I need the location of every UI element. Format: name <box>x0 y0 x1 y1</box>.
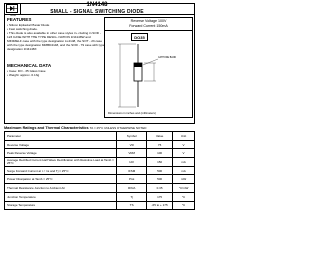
feature-item: • Fast switching diode. <box>7 27 105 31</box>
column-header: Symbol <box>117 132 147 141</box>
unit-cell: mW <box>173 175 195 184</box>
value-cell: 75 <box>147 140 173 149</box>
logo-text: JGD <box>10 13 16 17</box>
symbol-cell: Ptot <box>117 175 147 184</box>
mechanical-list <box>7 69 105 77</box>
table-row <box>5 192 195 201</box>
unit-cell: mA <box>173 158 195 167</box>
value-cell: 150 <box>147 158 173 167</box>
column-header: Value <box>147 132 173 141</box>
table-row <box>5 149 195 158</box>
reverse-voltage-spec: Reverse Voltage 100V <box>130 19 167 23</box>
features-heading: FEATURES <box>7 17 32 22</box>
symbol-cell: RθJA <box>117 184 147 193</box>
symbol-cell: VRM <box>117 149 147 158</box>
company-logo <box>6 4 18 13</box>
parameter-cell: Junction Temperature <box>5 192 117 201</box>
value-cell: -65 to + 175 <box>147 201 173 210</box>
mechanical-heading: MECHANICAL DATA <box>7 63 52 68</box>
part-number: 1N4148 <box>86 2 108 8</box>
parameter-cell: Peak Reverse Voltage <box>5 149 117 158</box>
cathode-band-label: CATHODE BAND <box>158 57 177 59</box>
unit-cell: °C <box>173 201 195 210</box>
symbol-cell: IFSM <box>117 166 147 175</box>
unit-cell: °C/mW <box>173 184 195 193</box>
ratings-title: Maximum Ratings and Thermal Characteristics <box>4 126 89 130</box>
column-header: Parameter <box>5 132 117 141</box>
header-divider <box>20 3 21 15</box>
table-row <box>5 175 195 184</box>
unit-cell: °C <box>173 192 195 201</box>
ratings-condition: TA = 25°C UNLESS OTHERWISE NOTED <box>89 126 147 130</box>
ratings-table <box>4 131 195 210</box>
column-header: Unit <box>173 132 195 141</box>
table-row <box>5 158 195 167</box>
symbol-cell: VR <box>117 140 147 149</box>
forward-current-spec: Forward Current 150mA <box>129 24 168 28</box>
table-row <box>5 140 195 149</box>
package-label: DO35 <box>131 33 148 41</box>
value-cell: 175 <box>147 192 173 201</box>
value-cell: 0.35 <box>147 184 173 193</box>
symbol-cell: Tj <box>117 192 147 201</box>
value-cell: 100 <box>147 149 173 158</box>
page-subtitle: SMALL - SIGNAL SWITCHING DIODE <box>50 9 144 15</box>
table-header-row <box>5 132 195 141</box>
feature-item: • Silicon Epitaxial Planar Diode <box>7 23 105 27</box>
mechanical-item: • Case: DO - 35 Glass Case <box>7 69 105 73</box>
table-row <box>5 166 195 175</box>
parameter-cell: Thermal Resistance Junction to Ambient Air <box>5 184 117 193</box>
value-cell: 500 <box>147 166 173 175</box>
package-outline-drawing <box>112 43 190 109</box>
parameter-cell: Power Dissipation at Tamb = 25°C <box>5 175 117 184</box>
parameter-cell: Storage Temperature <box>5 201 117 210</box>
diode-logo-icon <box>7 5 17 12</box>
feature-item: • This diode is also available in other case styles in- cluding in SOD - 123 CASE WITH THE TYPE DESIG- NATION 1N4148W and MINIMELF case with the type designation LL4148, the SOT - 23 case with the type designation MMBD4148, and the SOD - 79 case with type designation 1N4148X <box>7 31 105 51</box>
table-row <box>5 184 195 193</box>
spec-divider <box>104 30 193 31</box>
unit-cell: V <box>173 140 195 149</box>
unit-cell: V <box>173 149 195 158</box>
features-list <box>7 23 105 51</box>
dimensions-note: Dimensions in inches and (millimeters) <box>108 111 156 115</box>
mechanical-item: • Weight: approx. 0.13g <box>7 73 105 77</box>
symbol-cell: IAV <box>117 158 147 167</box>
ratings-heading <box>4 126 196 130</box>
parameter-cell: Average Rectified Current Half Wave Rectification with Resistive Load at Tamb = 25°C <box>5 158 117 167</box>
parameter-cell: Surge Forward Current at t < 1s and Tj = 25°C <box>5 166 117 175</box>
value-cell: 500 <box>147 175 173 184</box>
table-row <box>5 201 195 210</box>
parameter-cell: Reverse Voltage <box>5 140 117 149</box>
symbol-cell: TS <box>117 201 147 210</box>
unit-cell: mA <box>173 166 195 175</box>
